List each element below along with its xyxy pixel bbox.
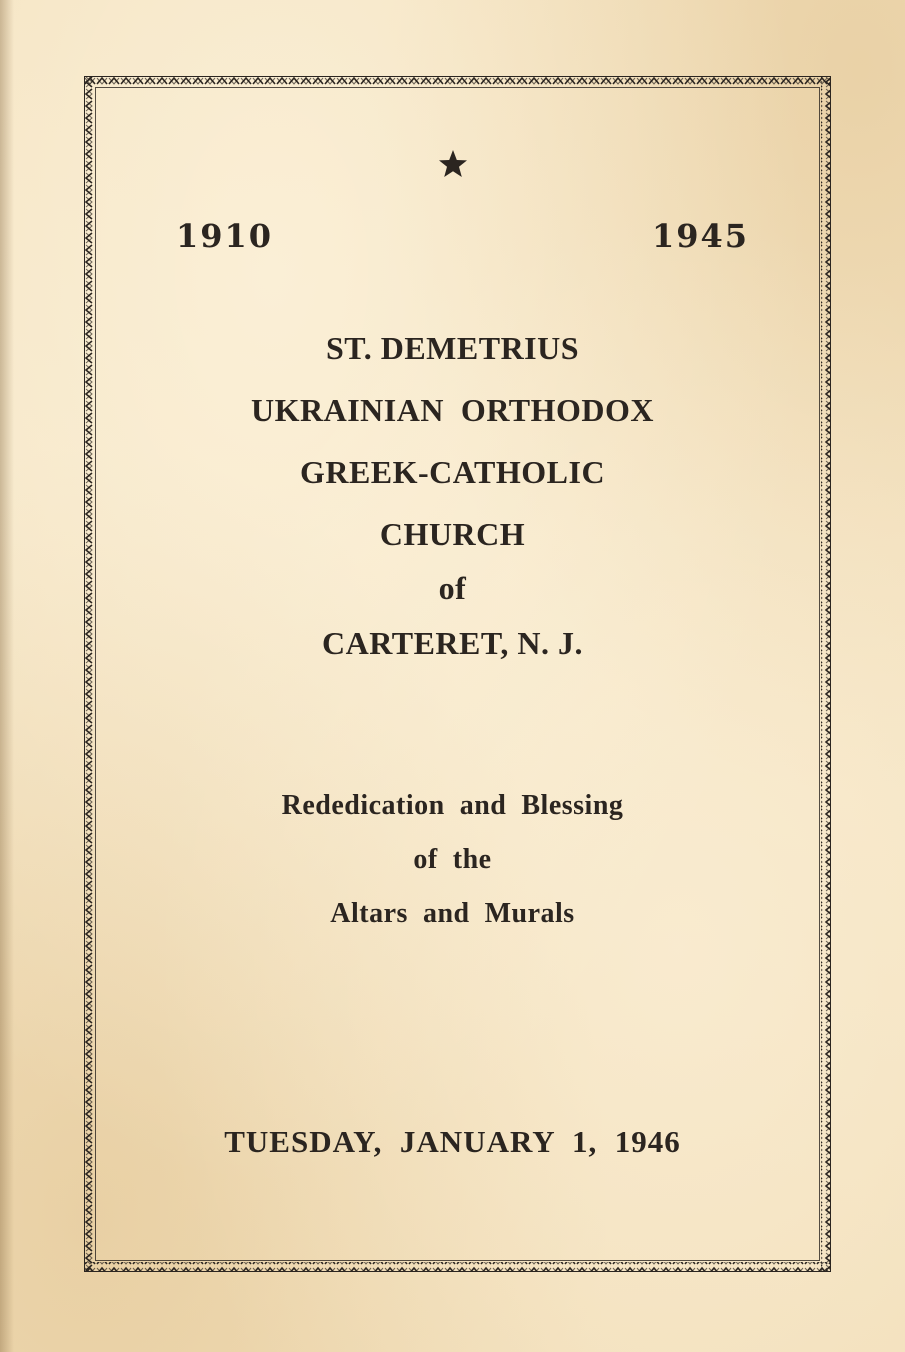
title-line-1: ST. DEMETRIUS (325, 330, 580, 366)
year-right: 1945 (652, 217, 750, 255)
year-left: 1910 (176, 217, 274, 255)
title-line-4: CHURCH (379, 516, 526, 552)
title-line-6: CARTERET, N. J. (322, 625, 583, 661)
decorative-border (84, 76, 831, 1272)
title-line-2: UKRAINIAN ORTHODOX (250, 392, 655, 428)
star-icon (437, 148, 469, 180)
subtitle-line-3: Altars and Murals (330, 898, 575, 929)
event-date: TUESDAY, JANUARY 1, 1946 (224, 1124, 681, 1159)
title-line-3: GREEK-CATHOLIC (299, 454, 606, 490)
subtitle-line-2: of the (413, 844, 492, 875)
subtitle-line-1: Rededication and Blessing (281, 790, 624, 821)
title-line-5: of (438, 570, 467, 606)
